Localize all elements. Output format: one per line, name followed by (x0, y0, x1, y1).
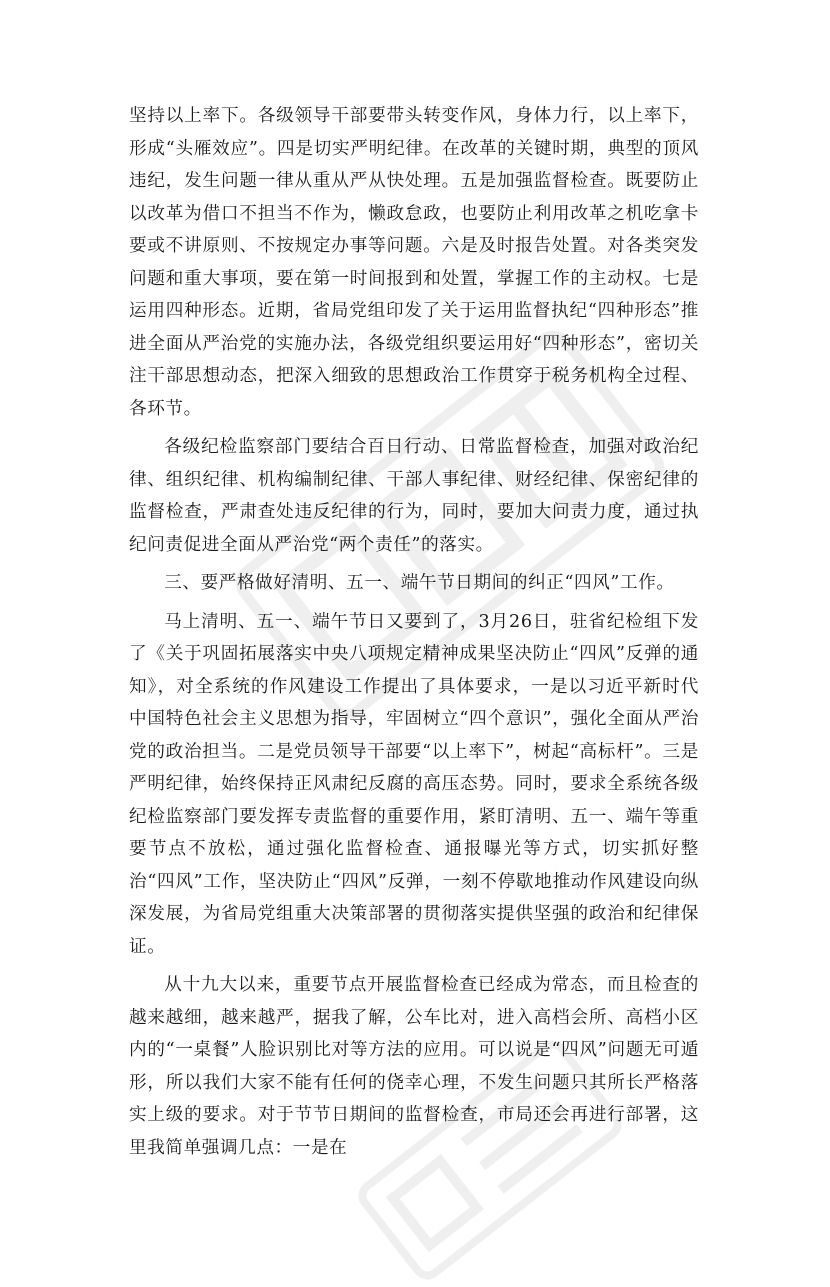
paragraph-1: 坚持以上率下。各级领导干部要带头转变作风，身体力行，以上率下，形成“头雁效应”。四是切实严明纪律。在改革的关键时期，典型的顶风违纪，发生问题一律从重从严从快处理。五是加强监督检查。既要防止以改革为借口不担当不作为，懒政怠政，也要防止利用改革之机吃拿卡要或不讲原则、不按规定办事等问题。六是及时报告处置。对各类突发问题和重大事项，要在第一时间报到和处置，掌握工作的主动权。七是运用四种形态。近期，省局党组印发了关于运用监督执纪“四种形态”推进全面从严治党的实施办法，各级党组织要运用好“四种形态”，密切关注干部思想动态，把深入细致的思想政治工作贯穿于税务机构全过程、各环节。 (129, 106, 699, 419)
paragraph-4: 马上清明、五一、端午节日又要到了，3月26日，驻省纪检组下发了《关于巩固拓展落实中央八项规定精神成果坚决防止“四风”反弹的通知》，对全系统的作风建设工作提出了具体要求，一是以习近平新时代中国特色社会主义思想为指导，牢固树立“四个意识”，强化全面从严治党的政治担当。二是党员领导干部要“以上率下”，树起“高标杆”。三是严明纪律，始终保持正风肃纪反腐的高压态势。同时，要求全系统各级纪检监察部门要发挥专责监督的重要作用，紧盯清明、五一、端午等重要节点不放松，通过强化监督检查、通报曝光等方式，切实抓好整治“四风”工作，坚决防止“四风”反弹，一刻不停歇地推动作风建设向纵深发展，为省局党组重大决策部署的贯彻落实提供坚强的政治和纪律保证。 (129, 611, 699, 957)
document-body (129, 100, 699, 1164)
paragraph-5: 从十九大以来，重要节点开展监督检查已经成为常态，而且检查的越来越细，越来越严，据我了解，公车比对，进入高档会所、高档小区内的“一桌餐”人脸识别比对等方法的应用。可以说是“四风”问题无可遁形，所以我们大家不能有任何的侥幸心理，不发生问题只其所长严格落实上级的要求。对于节节日期间的监督检查，市局还会再进行部署，这里我简单强调几点：一是在 (129, 975, 699, 1158)
paragraph-2: 各级纪检监察部门要结合百日行动、日常监督检查，加强对政治纪律、组织纪律、机构编制纪律、干部人事纪律、财经纪律、保密纪律的监督检查，严肃查处违反纪律的行为，同时，要加大问责力度，通过执纪问责促进全面从严治党“两个责任”的落实。 (129, 437, 699, 555)
section-heading-3: 三、要严格做好清明、五一、端午节日期间的纠正“四风”工作。 (164, 573, 675, 593)
